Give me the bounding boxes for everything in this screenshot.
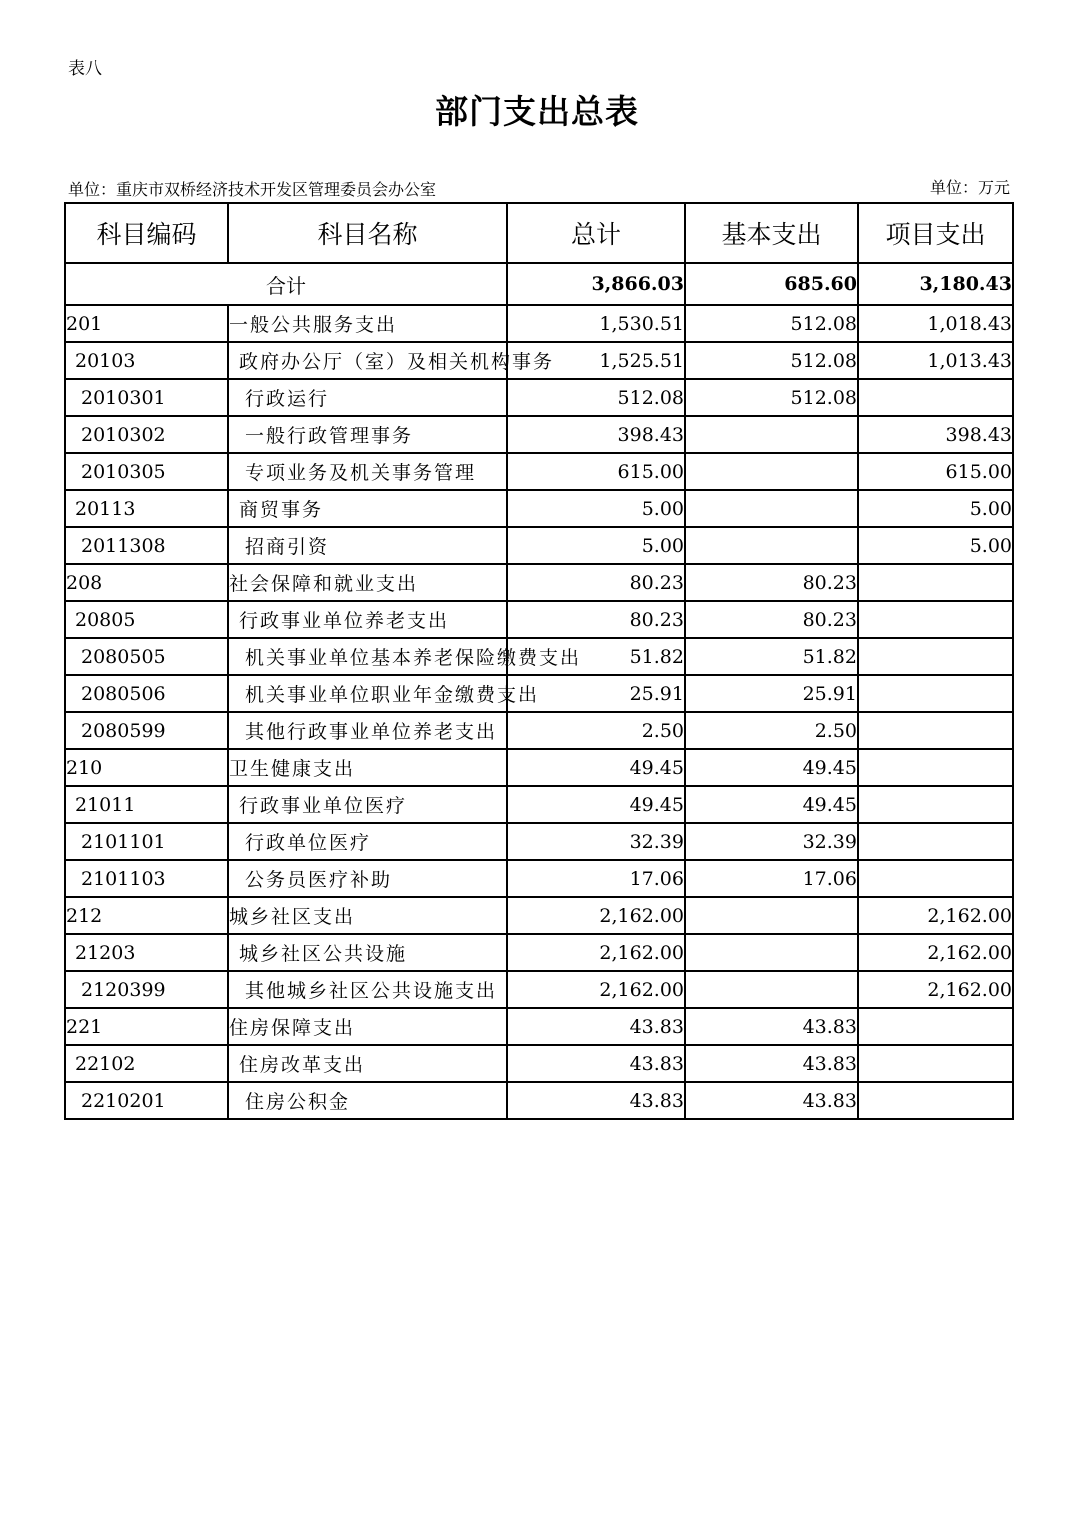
row-code: 2210201 [65, 1082, 228, 1119]
table-row [65, 823, 1013, 860]
row-project [858, 601, 1013, 638]
row-project: 615.00 [858, 453, 1013, 490]
row-name: 招商引资 [228, 527, 507, 564]
row-basic [685, 971, 858, 1008]
table-row [65, 564, 1013, 601]
row-basic: 512.08 [685, 342, 858, 379]
row-project [858, 1082, 1013, 1119]
row-total: 32.39 [507, 823, 685, 860]
row-code: 201 [65, 305, 228, 342]
row-project [858, 786, 1013, 823]
row-total: 43.83 [507, 1008, 685, 1045]
row-project: 5.00 [858, 490, 1013, 527]
table-row [65, 860, 1013, 897]
header-row [65, 203, 1013, 263]
row-name: 政府办公厅（室）及相关机构事务 [228, 342, 507, 379]
row-total: 25.91 [507, 675, 685, 712]
row-code: 20103 [65, 342, 228, 379]
row-project [858, 712, 1013, 749]
row-total: 512.08 [507, 379, 685, 416]
row-basic [685, 453, 858, 490]
row-name: 一般公共服务支出 [228, 305, 507, 342]
row-name: 住房公积金 [228, 1082, 507, 1119]
total-project: 3,180.43 [858, 263, 1013, 305]
row-name: 机关事业单位职业年金缴费支出 [228, 675, 507, 712]
row-code: 2011308 [65, 527, 228, 564]
row-basic: 43.83 [685, 1082, 858, 1119]
table-row [65, 1045, 1013, 1082]
header-total: 总计 [507, 203, 685, 263]
row-total: 2,162.00 [507, 971, 685, 1008]
total-label: 合计 [65, 263, 507, 305]
total-sum: 3,866.03 [507, 263, 685, 305]
row-basic [685, 934, 858, 971]
row-total: 2,162.00 [507, 897, 685, 934]
expenditure-table [64, 202, 1014, 1120]
row-code: 221 [65, 1008, 228, 1045]
row-code: 208 [65, 564, 228, 601]
header-name: 科目名称 [228, 203, 507, 263]
table-row [65, 638, 1013, 675]
row-code: 2101101 [65, 823, 228, 860]
row-name: 住房保障支出 [228, 1008, 507, 1045]
row-total: 49.45 [507, 786, 685, 823]
row-code: 2101103 [65, 860, 228, 897]
row-name: 一般行政管理事务 [228, 416, 507, 453]
header-project: 项目支出 [858, 203, 1013, 263]
table-label: 表八 [68, 59, 102, 79]
row-total: 5.00 [507, 527, 685, 564]
row-total: 17.06 [507, 860, 685, 897]
table-row [65, 416, 1013, 453]
row-basic: 80.23 [685, 564, 858, 601]
row-project: 1,013.43 [858, 342, 1013, 379]
row-project [858, 564, 1013, 601]
row-basic: 51.82 [685, 638, 858, 675]
table-row [65, 379, 1013, 416]
row-basic: 43.83 [685, 1008, 858, 1045]
row-basic [685, 490, 858, 527]
row-basic: 49.45 [685, 749, 858, 786]
row-name: 行政运行 [228, 379, 507, 416]
row-total: 2.50 [507, 712, 685, 749]
row-code: 212 [65, 897, 228, 934]
row-code: 21203 [65, 934, 228, 971]
row-project: 1,018.43 [858, 305, 1013, 342]
total-basic: 685.60 [685, 263, 858, 305]
row-total: 5.00 [507, 490, 685, 527]
row-name: 行政事业单位养老支出 [228, 601, 507, 638]
row-basic: 32.39 [685, 823, 858, 860]
table-row [65, 1008, 1013, 1045]
row-code: 2010301 [65, 379, 228, 416]
unit-organization: 单位：重庆市双桥经济技术开发区管理委员会办公室 [68, 180, 437, 199]
row-project [858, 638, 1013, 675]
row-code: 2010302 [65, 416, 228, 453]
row-name: 卫生健康支出 [228, 749, 507, 786]
row-project: 2,162.00 [858, 971, 1013, 1008]
row-project [858, 675, 1013, 712]
row-total: 398.43 [507, 416, 685, 453]
row-project: 5.00 [858, 527, 1013, 564]
row-basic: 17.06 [685, 860, 858, 897]
row-name: 行政事业单位医疗 [228, 786, 507, 823]
row-total: 49.45 [507, 749, 685, 786]
row-project [858, 1008, 1013, 1045]
row-name: 行政单位医疗 [228, 823, 507, 860]
row-total: 43.83 [507, 1082, 685, 1119]
header-code: 科目编码 [65, 203, 228, 263]
row-code: 20113 [65, 490, 228, 527]
table-row [65, 712, 1013, 749]
row-project [858, 823, 1013, 860]
row-code: 2080506 [65, 675, 228, 712]
row-code: 2120399 [65, 971, 228, 1008]
table-row [65, 527, 1013, 564]
table-row [65, 601, 1013, 638]
row-code: 2080599 [65, 712, 228, 749]
table-row [65, 305, 1013, 342]
row-total: 80.23 [507, 601, 685, 638]
row-basic: 2.50 [685, 712, 858, 749]
row-total: 51.82 [507, 638, 685, 675]
row-code: 210 [65, 749, 228, 786]
row-basic: 43.83 [685, 1045, 858, 1082]
row-name: 专项业务及机关事务管理 [228, 453, 507, 490]
row-total: 2,162.00 [507, 934, 685, 971]
row-project [858, 860, 1013, 897]
row-project: 398.43 [858, 416, 1013, 453]
row-project: 2,162.00 [858, 934, 1013, 971]
table-row [65, 453, 1013, 490]
table-row [65, 675, 1013, 712]
row-name: 城乡社区公共设施 [228, 934, 507, 971]
unit-currency: 单位：万元 [929, 178, 1010, 197]
row-name: 其他行政事业单位养老支出 [228, 712, 507, 749]
row-basic: 80.23 [685, 601, 858, 638]
row-basic [685, 416, 858, 453]
row-basic: 512.08 [685, 305, 858, 342]
page-title: 部门支出总表 [435, 92, 639, 131]
row-basic: 512.08 [685, 379, 858, 416]
row-code: 2080505 [65, 638, 228, 675]
row-basic [685, 897, 858, 934]
table-row [65, 934, 1013, 971]
row-code: 2010305 [65, 453, 228, 490]
row-total: 1,530.51 [507, 305, 685, 342]
row-total: 1,525.51 [507, 342, 685, 379]
row-code: 21011 [65, 786, 228, 823]
row-name: 城乡社区支出 [228, 897, 507, 934]
total-row [65, 263, 1013, 305]
row-name: 其他城乡社区公共设施支出 [228, 971, 507, 1008]
row-basic: 25.91 [685, 675, 858, 712]
row-project [858, 1045, 1013, 1082]
table-row [65, 897, 1013, 934]
table-row [65, 786, 1013, 823]
row-name: 社会保障和就业支出 [228, 564, 507, 601]
row-total: 43.83 [507, 1045, 685, 1082]
row-project [858, 749, 1013, 786]
row-name: 住房改革支出 [228, 1045, 507, 1082]
table-row [65, 1082, 1013, 1119]
table-row [65, 342, 1013, 379]
row-basic: 49.45 [685, 786, 858, 823]
table-row [65, 490, 1013, 527]
row-name: 商贸事务 [228, 490, 507, 527]
row-code: 22102 [65, 1045, 228, 1082]
table-row [65, 749, 1013, 786]
table-row [65, 971, 1013, 1008]
row-basic [685, 527, 858, 564]
row-project: 2,162.00 [858, 897, 1013, 934]
row-project [858, 379, 1013, 416]
row-name: 公务员医疗补助 [228, 860, 507, 897]
header-basic: 基本支出 [685, 203, 858, 263]
row-code: 20805 [65, 601, 228, 638]
row-total: 615.00 [507, 453, 685, 490]
row-total: 80.23 [507, 564, 685, 601]
row-name: 机关事业单位基本养老保险缴费支出 [228, 638, 507, 675]
